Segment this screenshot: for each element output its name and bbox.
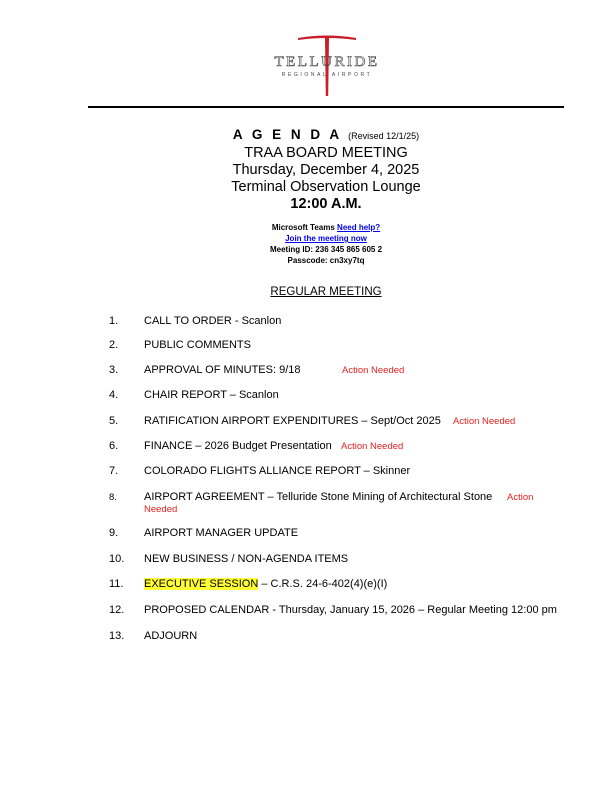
- revised-note: (Revised 12/1/25): [348, 131, 420, 141]
- item-number: 2.: [109, 339, 119, 351]
- item-number: 1.: [109, 315, 119, 327]
- item-text: CHAIR REPORT – Scanlon: [144, 389, 279, 401]
- action-needed-label-wrap: Needed: [144, 504, 178, 515]
- item-number: 12.: [109, 604, 125, 616]
- item-text: PROPOSED CALENDAR - Thursday, January 15, 2026 – Regular Meeting 12:00 pm: [144, 604, 557, 616]
- telluride-airport-logo: [252, 34, 402, 100]
- meeting-location: Terminal Observation Lounge: [231, 179, 421, 195]
- header-divider: [88, 106, 564, 108]
- item-text: ADJOURN: [144, 630, 198, 642]
- item-text: – C.R.S. 24-6-402(4)(e)(I): [261, 578, 388, 590]
- item-number: 3.: [109, 364, 119, 376]
- logo-subtitle: REGIONAL AIRPORT: [281, 72, 373, 78]
- board-title: TRAA BOARD MEETING: [244, 145, 408, 161]
- meeting-date: Thursday, December 4, 2025: [232, 162, 420, 178]
- action-needed-label: Action: [507, 492, 534, 503]
- executive-session-highlight: EXECUTIVE SESSION: [144, 578, 259, 590]
- item-text: CALL TO ORDER - Scanlon: [144, 315, 282, 327]
- item-text: FINANCE – 2026 Budget Presentation: [144, 440, 332, 452]
- item-text: APPROVAL OF MINUTES: 9/18: [144, 364, 301, 376]
- logo-graphic: [252, 34, 402, 100]
- section-title: REGULAR MEETING: [270, 286, 382, 298]
- item-number: 8.: [109, 492, 117, 503]
- item-number: 6.: [109, 440, 119, 452]
- teams-label: Microsoft Teams: [271, 223, 335, 232]
- action-needed-label: Action Needed: [341, 441, 404, 452]
- item-number: 13.: [109, 630, 125, 642]
- action-needed-label: Action Needed: [342, 365, 405, 376]
- item-text: NEW BUSINESS / NON-AGENDA ITEMS: [144, 553, 349, 565]
- item-number: 10.: [109, 553, 125, 565]
- agenda-header: [0, 126, 612, 266]
- meeting-id: Meeting ID: 236 345 865 605 2: [269, 245, 383, 254]
- passcode: Passcode: cn3xy7tq: [287, 256, 365, 265]
- meeting-time: 12:00 A.M.: [290, 196, 362, 212]
- logo-wordmark: TELLURIDE: [274, 54, 380, 70]
- item-text: AIRPORT MANAGER UPDATE: [144, 527, 299, 539]
- item-text: PUBLIC COMMENTS: [144, 339, 251, 351]
- item-number: 4.: [109, 389, 119, 401]
- teams-info: [0, 222, 612, 266]
- item-number: 9.: [109, 527, 119, 539]
- item-text: AIRPORT AGREEMENT – Telluride Stone Mining of Architectural Stone: [144, 491, 493, 503]
- item-number: 11.: [109, 578, 124, 590]
- join-meeting-link[interactable]: Join the meeting now: [285, 234, 367, 243]
- action-needed-label: Action Needed: [453, 416, 516, 427]
- item-number: 5.: [109, 415, 119, 427]
- item-text: COLORADO FLIGHTS ALLIANCE REPORT – Skinner: [144, 465, 411, 477]
- item-number: 7.: [109, 465, 119, 477]
- agenda-title: A G E N D A: [232, 127, 343, 142]
- help-link[interactable]: Need help?: [337, 223, 381, 232]
- item-text: RATIFICATION AIRPORT EXPENDITURES – Sept/Oct 2025: [144, 415, 441, 427]
